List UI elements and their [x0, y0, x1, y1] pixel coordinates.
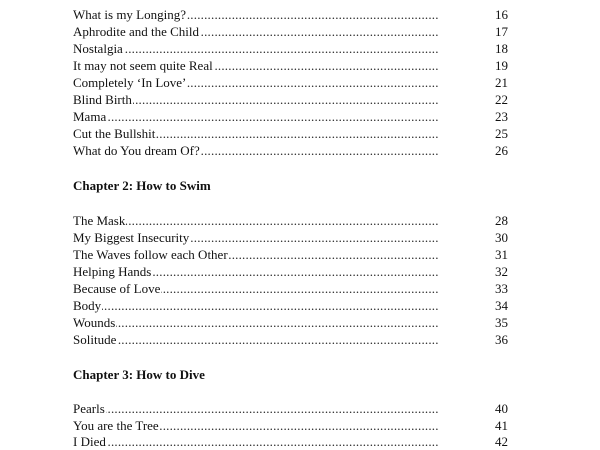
toc-entry [73, 40, 511, 57]
chapter-heading: Chapter 2: How to Swim [73, 178, 211, 193]
entry-title: Nostalgia [73, 41, 123, 56]
entry-title: The Mask [73, 213, 126, 228]
entry-page-number: 36 [495, 332, 508, 347]
entry-page-number: 31 [495, 247, 508, 262]
entry-title: The Waves follow each Other [73, 247, 228, 262]
entry-page-number: 23 [495, 109, 508, 124]
toc-entry [73, 57, 511, 74]
toc-entry [73, 433, 511, 450]
entry-title: My Biggest Insecurity [73, 230, 190, 245]
dot-leader [73, 433, 438, 450]
entry-title: Because of Love [73, 281, 161, 296]
entry-page-number: 30 [495, 230, 508, 245]
entry-page-number: 32 [495, 264, 508, 279]
entry-page-number: 22 [495, 92, 508, 107]
entry-page-number: 34 [495, 298, 508, 313]
entry-page-number: 16 [495, 7, 508, 22]
toc-entry [73, 91, 511, 108]
dot-leader [73, 212, 438, 229]
toc-entry [73, 417, 511, 434]
chapter-heading: Chapter 3: How to Dive [73, 367, 205, 382]
dot-leader [73, 400, 438, 417]
entry-title: Aphrodite and the Child [73, 24, 200, 39]
toc-entry [73, 212, 511, 229]
entry-title: Completely ‘In Love’ [73, 75, 187, 90]
entry-page-number: 41 [495, 418, 508, 433]
entry-title: Solitude [73, 332, 117, 347]
toc-entry [73, 331, 511, 348]
entry-page-number: 18 [495, 41, 508, 56]
entry-title: Helping Hands [73, 264, 152, 279]
dot-leader [73, 314, 438, 331]
toc-entry [73, 125, 511, 142]
entry-title: Pearls [73, 401, 105, 416]
entry-title: You are the Tree [73, 418, 159, 433]
dot-leader [73, 331, 438, 348]
dot-leader [73, 108, 438, 125]
entry-page-number: 33 [495, 281, 508, 296]
entry-title: What do You dream Of? [73, 143, 200, 158]
entry-page-number: 21 [495, 75, 508, 90]
entry-page-number: 26 [495, 143, 508, 158]
toc-entry [73, 23, 511, 40]
toc-entry [73, 246, 511, 263]
entry-title: I Died [73, 434, 106, 449]
entry-page-number: 25 [495, 126, 508, 141]
toc-entry [73, 400, 511, 417]
entry-page-number: 40 [495, 401, 508, 416]
entry-page-number: 28 [495, 213, 508, 228]
entry-page-number: 19 [495, 58, 508, 73]
toc-entry [73, 108, 511, 125]
entry-title: It may not seem quite Real [73, 58, 213, 73]
entry-title: Cut the Bullshit [73, 126, 156, 141]
entry-title: Body [73, 298, 102, 313]
toc-entry [73, 314, 511, 331]
toc-entry [73, 6, 511, 23]
toc-entry [73, 263, 511, 280]
entry-page-number: 42 [495, 434, 508, 449]
toc-entry [73, 297, 511, 314]
dot-leader [73, 40, 438, 57]
entry-title: Mama [73, 109, 107, 124]
toc-entry [73, 74, 511, 91]
toc-entry [73, 142, 511, 159]
dot-leader [73, 297, 438, 314]
toc-entry [73, 280, 511, 297]
toc-entry [73, 229, 511, 246]
entry-title: Wounds [73, 315, 116, 330]
entry-page-number: 35 [495, 315, 508, 330]
entry-title: Blind Birth [73, 92, 132, 107]
entry-title: What is my Longing? [73, 7, 187, 22]
entry-page-number: 17 [495, 24, 508, 39]
